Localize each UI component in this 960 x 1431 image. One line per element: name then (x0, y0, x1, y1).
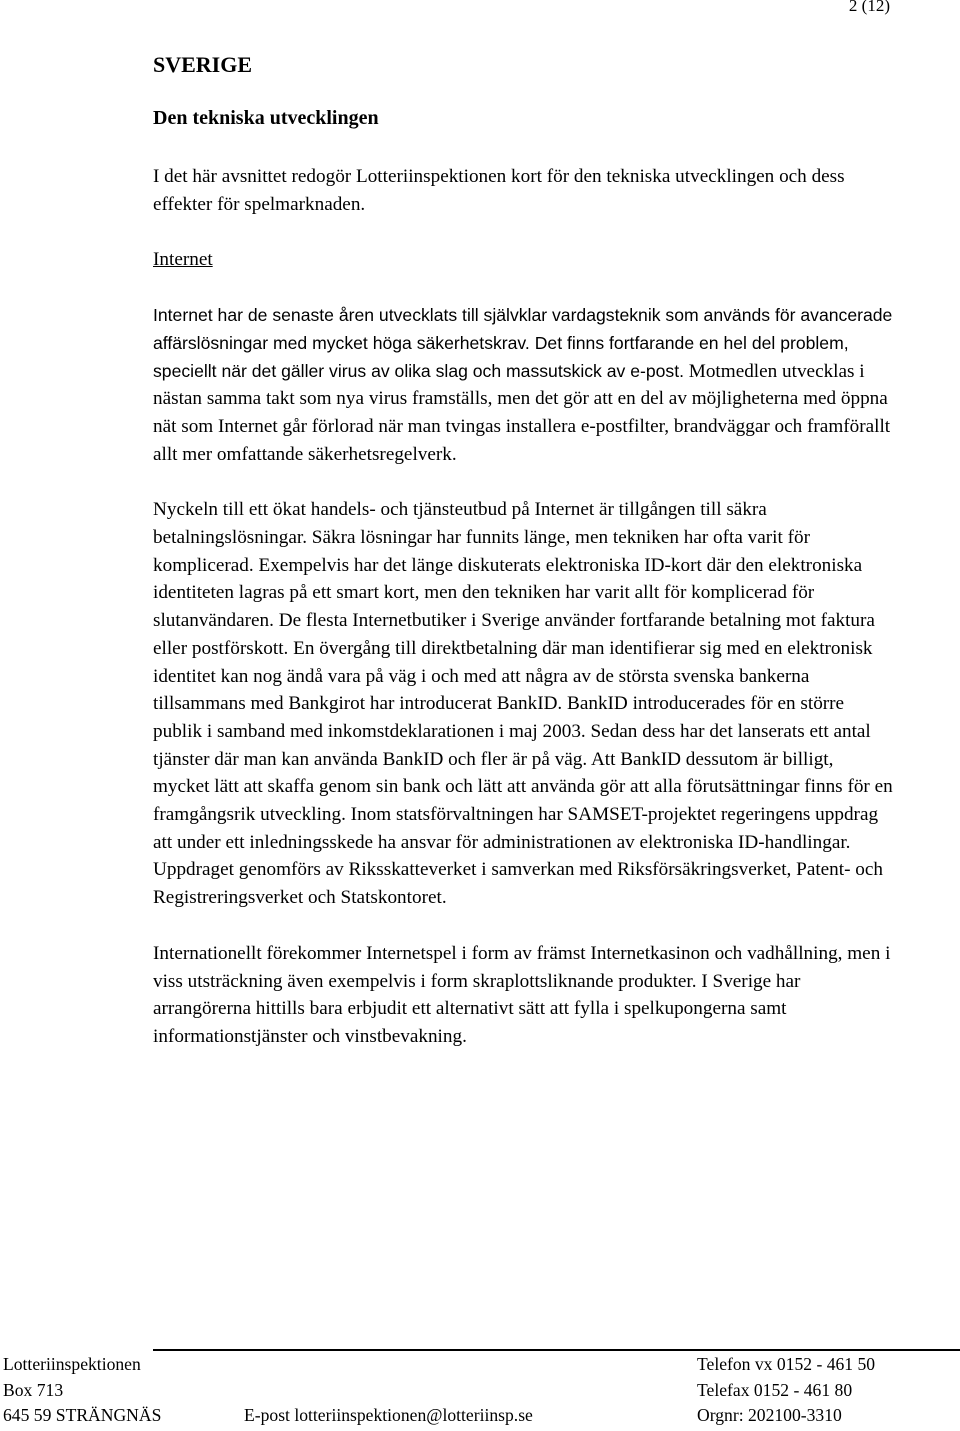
footer-row-1 (0, 1352, 960, 1378)
footer-fax: Telefax 0152 - 461 80 (697, 1379, 853, 1400)
footer-org-name: Lotteriinspektionen (3, 1354, 141, 1374)
document-body (153, 51, 893, 1079)
footer-phone: Telefon vx 0152 - 461 50 (697, 1354, 876, 1374)
international-paragraph: Internationellt förekommer Internetspel i form av främst Internetkasinon och vadhållning, men i viss utsträckning även exempelvis i form skraplottsliknande produkter. I Sverige har arrangörerna hittills bara erbjudit ett alternativt sätt att fylla i spelkupongerna samt informationstjänster och vinstbevakning. (153, 942, 891, 1047)
footer-row-2 (0, 1378, 960, 1404)
footer-box: Box 713 (3, 1379, 64, 1400)
footer-email[interactable]: E-post lotteriinspektionen@lotteriinsp.se (244, 1405, 533, 1426)
document-title: SVERIGE (153, 52, 253, 77)
page-number: 2 (12) (848, 0, 890, 15)
section-title: Den tekniska utvecklingen (153, 107, 379, 129)
internet-paragraph-serif-text: Motmedlen utvecklas i nästan samma takt som nya virus framställs, men det gör att en del av möjligheterna med öppna nät som Internet går förlorad när man tvingas installera e-postfilter, brandväggar och framförallt allt mer omfattande säkerhetsregelverk. (153, 360, 891, 465)
footer-org-number: Orgnr: 202100-3310 (697, 1405, 842, 1426)
internet-paragraph (153, 302, 893, 468)
footer-row-3 (0, 1403, 960, 1429)
internet-paragraph-sans-text: Internet har de senaste åren utvecklats till självklar vardagsteknik som används för avancerade affärslösningar med mycket höga säkerhetskrav. Det finns fortfarande en hel del problem, speciellt när det gäller virus av olika slag och massutskick av e-post. (153, 305, 893, 381)
footer-address: 645 59 STRÄNGNÄS (3, 1405, 162, 1426)
footer-divider (153, 1349, 960, 1351)
intro-paragraph: I det här avsnittet redogör Lotteriinspektionen kort för den tekniska utvecklingen och dess effekter för spelmarknaden. (153, 166, 845, 215)
page-footer (0, 1352, 960, 1429)
payment-paragraph: Nyckeln till ett ökat handels- och tjänsteutbud på Internet är tillgången till säkra betalningslösningar. Säkra lösningar har funnits länge, men tekniken har ofta varit för komplicerad. Exempelvis har det länge diskuterats elektroniska ID-kort där den elektroniska identiteten lagras på ett smart kort, men den tekniken har varit allt för komplicerad för slutanvändaren. De flesta Internetbutiker i Sverige använder fortfarande betalning mot faktura eller postförskott. En övergång till direktbetalning där man identifierar sig med en elektronisk identitet kan nog ändå vara på väg i och med att några av de största svenska bankerna tillsammans med Bankgirot har introducerat BankID. BankID introducerades för en större publik i samband med inkomstdeklarationen i maj 2003. Sedan dess har det lanserats ett antal tjänster där man kan använda BankID och fler är på väg. Att BankID dessutom är billigt, mycket lätt att skaffa genom sin bank och lätt att använda gör att alla förutsättningar finns för en framgångsrik utveckling. Inom statsförvaltningen har SAMSET-projektet regeringens uppdrag att under ett inledningsskede ha ansvar för administrationen av elektroniska ID-handlingar. Uppdraget genomförs av Riksskatteverket i samverkan med Riksförsäkringsverket, Patent- och Registreringsverket och Statskontoret. (153, 499, 893, 909)
internet-heading: Internet (153, 249, 213, 271)
